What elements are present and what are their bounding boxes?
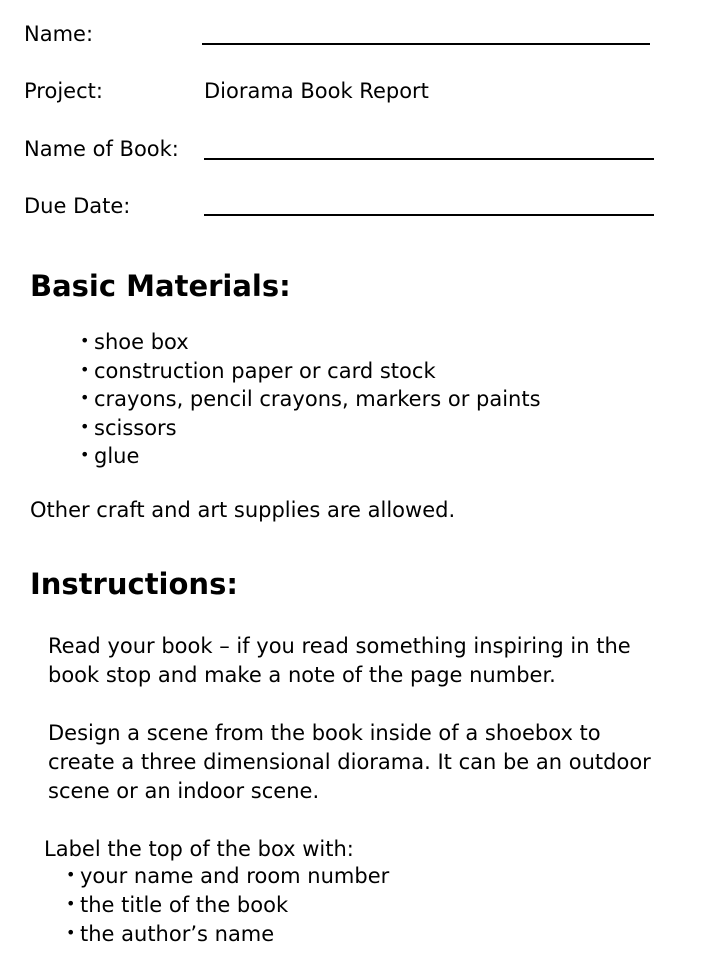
list-item: • shoe box [80, 332, 541, 361]
materials-heading: Basic Materials: [30, 269, 291, 303]
paragraph-line: scene or an indoor scene. [48, 779, 320, 803]
paragraph-line: create a three dimensional diorama. It can be an outdoor [48, 750, 651, 774]
book-label: Name of Book: [24, 137, 179, 161]
paragraph-line: book stop and make a note of the page number. [48, 663, 556, 687]
instructions-paragraph-2 [48, 719, 651, 806]
list-item: • your name and room number [66, 866, 389, 895]
label-intro: Label the top of the box with: [44, 837, 354, 861]
list-item: • the author’s name [66, 924, 389, 953]
name-label: Name: [24, 22, 94, 46]
paragraph-line: Design a scene from the book inside of a shoebox to [48, 721, 601, 745]
list-item: • crayons, pencil crayons, markers or paints [80, 389, 541, 418]
label-items-list [66, 866, 389, 953]
book-blank-line[interactable] [204, 158, 654, 160]
materials-list [80, 332, 541, 475]
due-date-label: Due Date: [24, 194, 131, 218]
project-value: Diorama Book Report [204, 79, 429, 103]
instructions-heading: Instructions: [30, 567, 238, 601]
list-item: • scissors [80, 418, 541, 447]
list-item: • the title of the book [66, 895, 389, 924]
instructions-paragraph-1 [48, 632, 631, 690]
project-label: Project: [24, 79, 103, 103]
materials-note: Other craft and art supplies are allowed. [30, 498, 456, 522]
list-item: • construction paper or card stock [80, 361, 541, 390]
due-date-blank-line[interactable] [204, 214, 654, 216]
paragraph-line: Read your book – if you read something inspiring in the [48, 634, 631, 658]
name-blank-line[interactable] [202, 43, 650, 45]
list-item: • glue [80, 446, 541, 475]
